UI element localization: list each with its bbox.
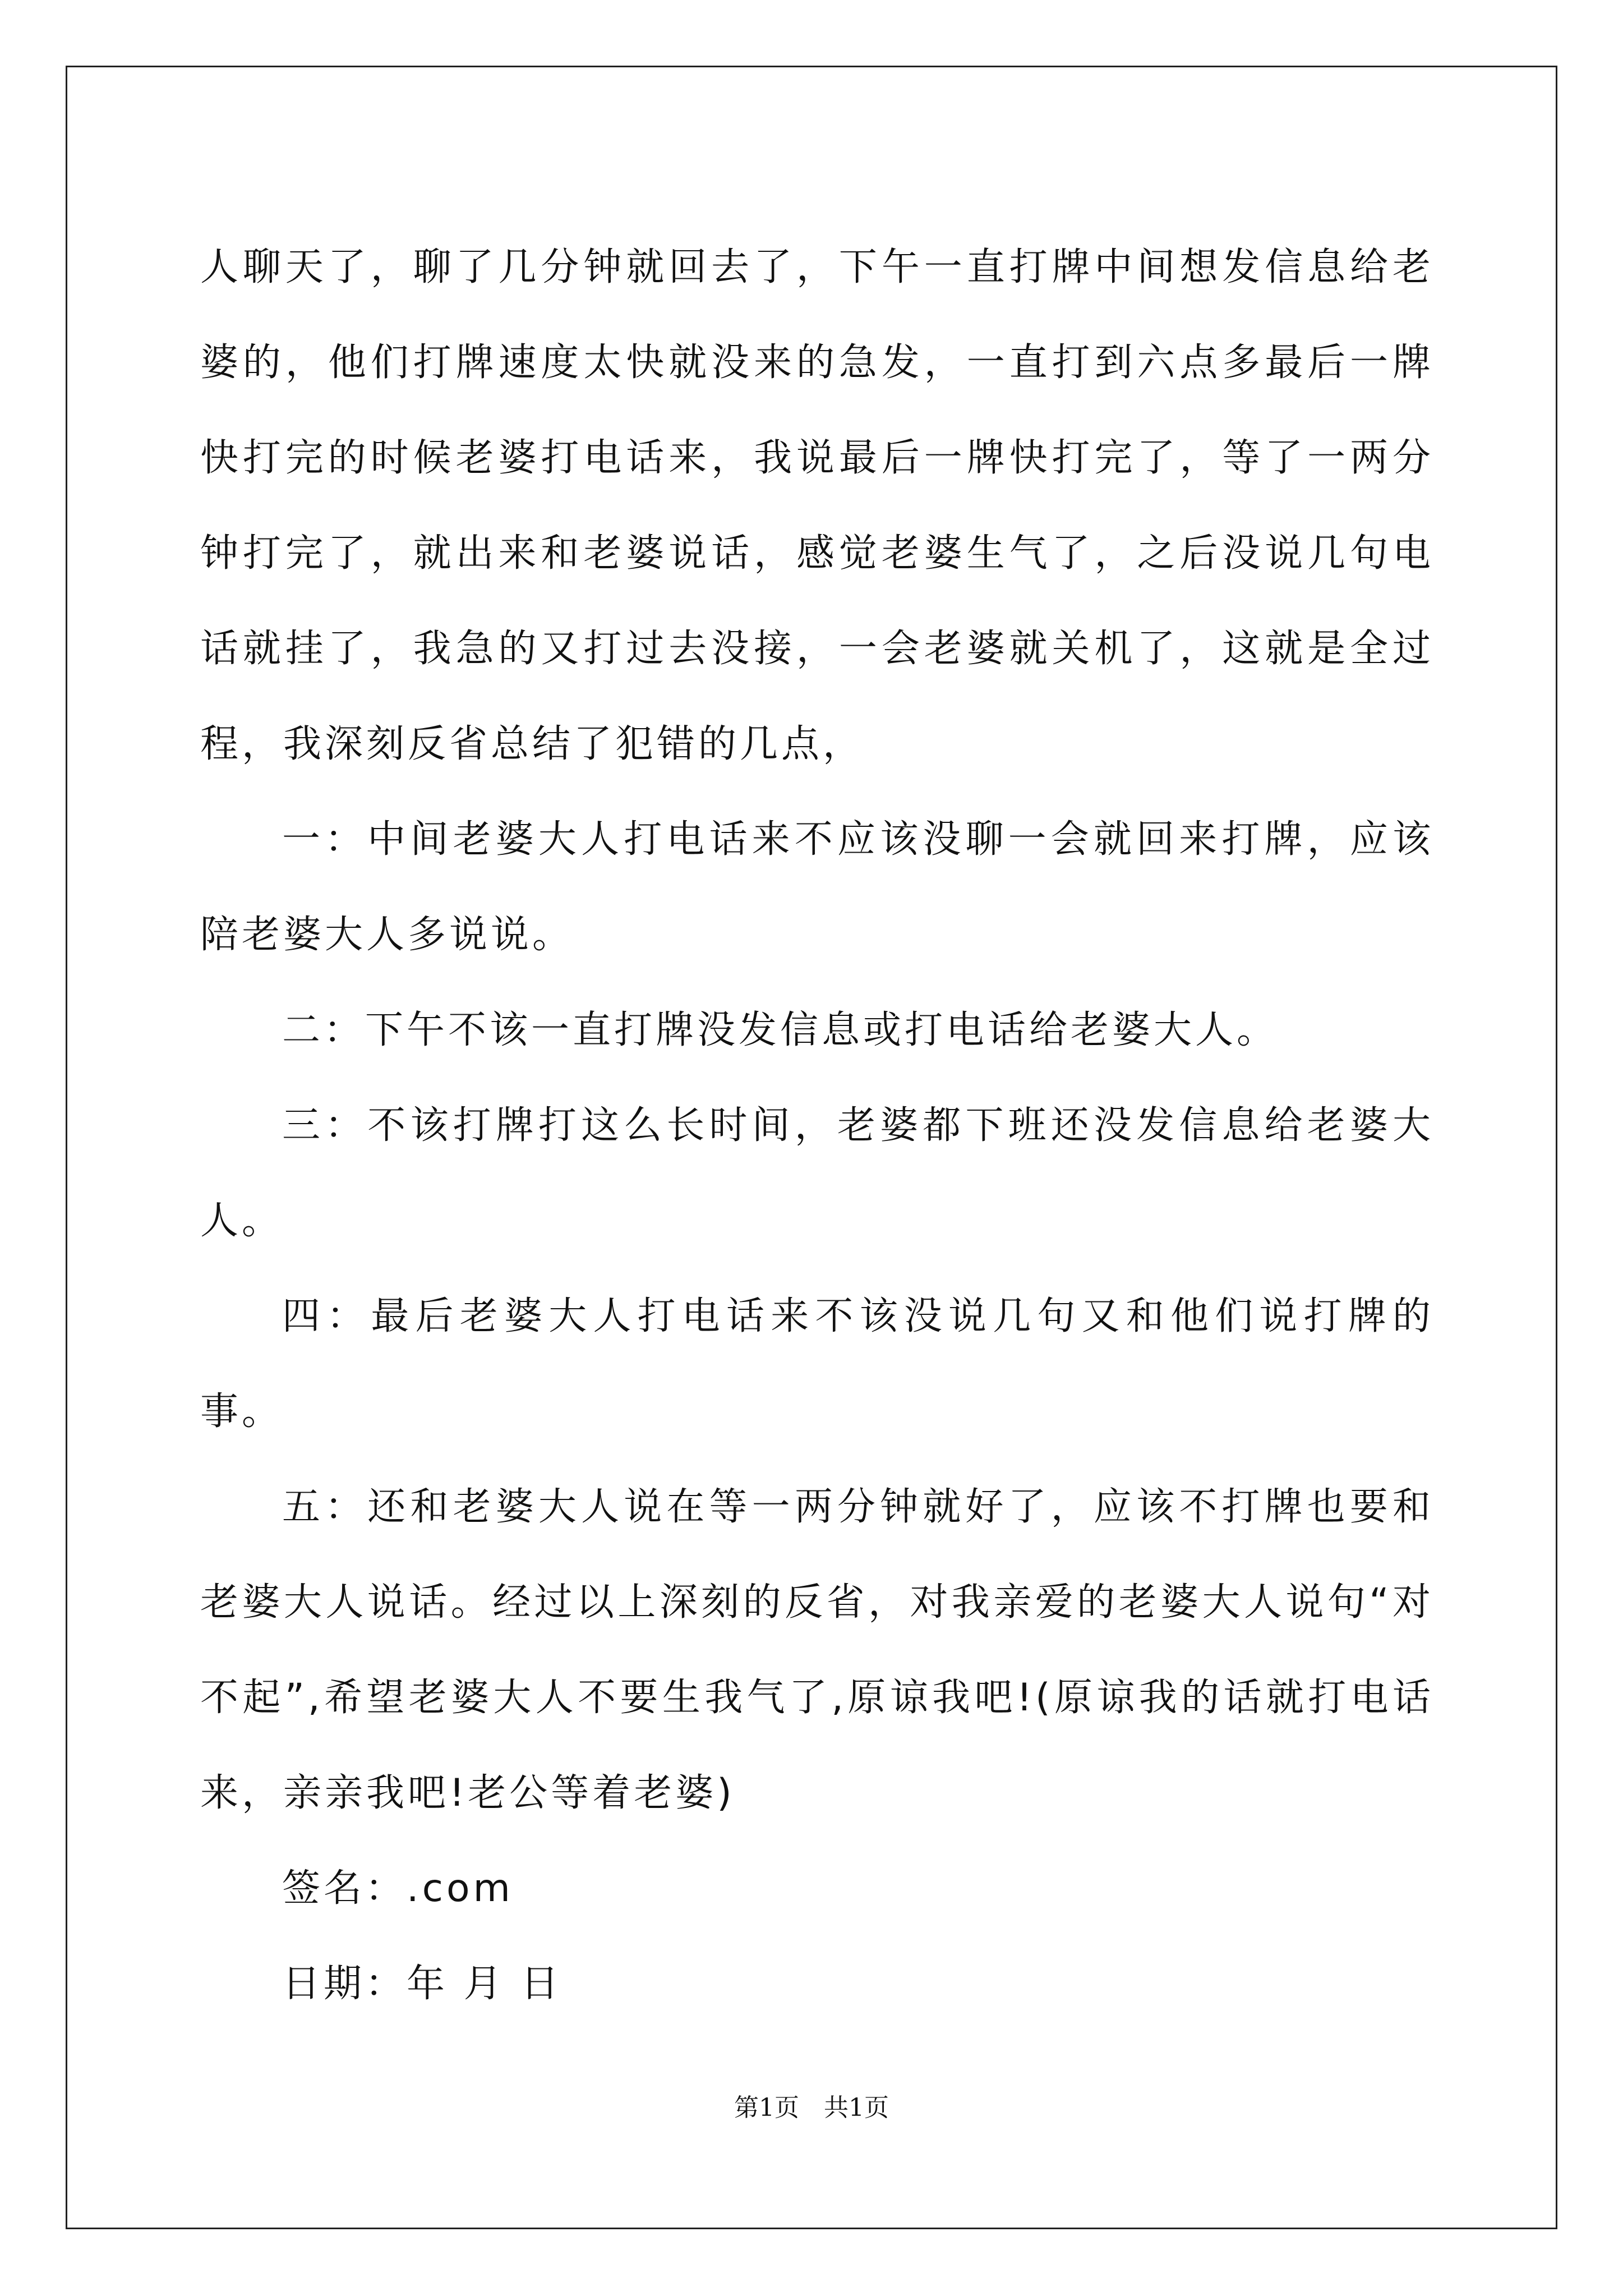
paragraph-point-one: 一：中间老婆大人打电话来不应该没聊一会就回来打牌，应该陪老婆大人多说说。 <box>200 817 1434 957</box>
paragraph-narrative: 人聊天了，聊了几分钟就回去了，下午一直打牌中间想发信息给老婆的，他们打牌速度太快就没来的急发，一直打到六点多最后一牌快打完的时候老婆打电话来，我说最后一牌快打完了，等了一两分钟打完了，就出来和老婆说话，感觉老婆生气了，之后没说几句电话就挂了，我急的又打过去没接，一会老婆就关机了，这就是全过程，我深刻反省总结了犯错的几点， <box>200 245 1434 766</box>
paragraph-point-three: 三：不该打牌打这么长时间，老婆都下班还没发信息给老婆大人。 <box>200 1103 1434 1243</box>
paragraph-point-two: 二：下午不该一直打牌没发信息或打电话给老婆大人。 <box>282 1008 1279 1052</box>
document-body <box>200 220 1434 2032</box>
paragraph-point-five: 五：还和老婆大人说在等一两分钟就好了，应该不打牌也要和老婆大人说话。经过以上深刻的反省，对我亲爱的老婆大人说句“对不起”,希望老婆大人不要生我气了,原谅我吧!(原谅我的话就打电话来，亲亲我吧!老公等着老婆) <box>200 1485 1434 1815</box>
paragraph-point-four: 四：最后老婆大人打电话来不该没说几句又和他们说打牌的事。 <box>200 1294 1434 1434</box>
date-line: 日期：年 月 日 <box>282 1962 562 2006</box>
page-footer: 第1页 共1页 <box>734 2093 889 2122</box>
signature-line: 签名：.com <box>282 1866 514 1911</box>
